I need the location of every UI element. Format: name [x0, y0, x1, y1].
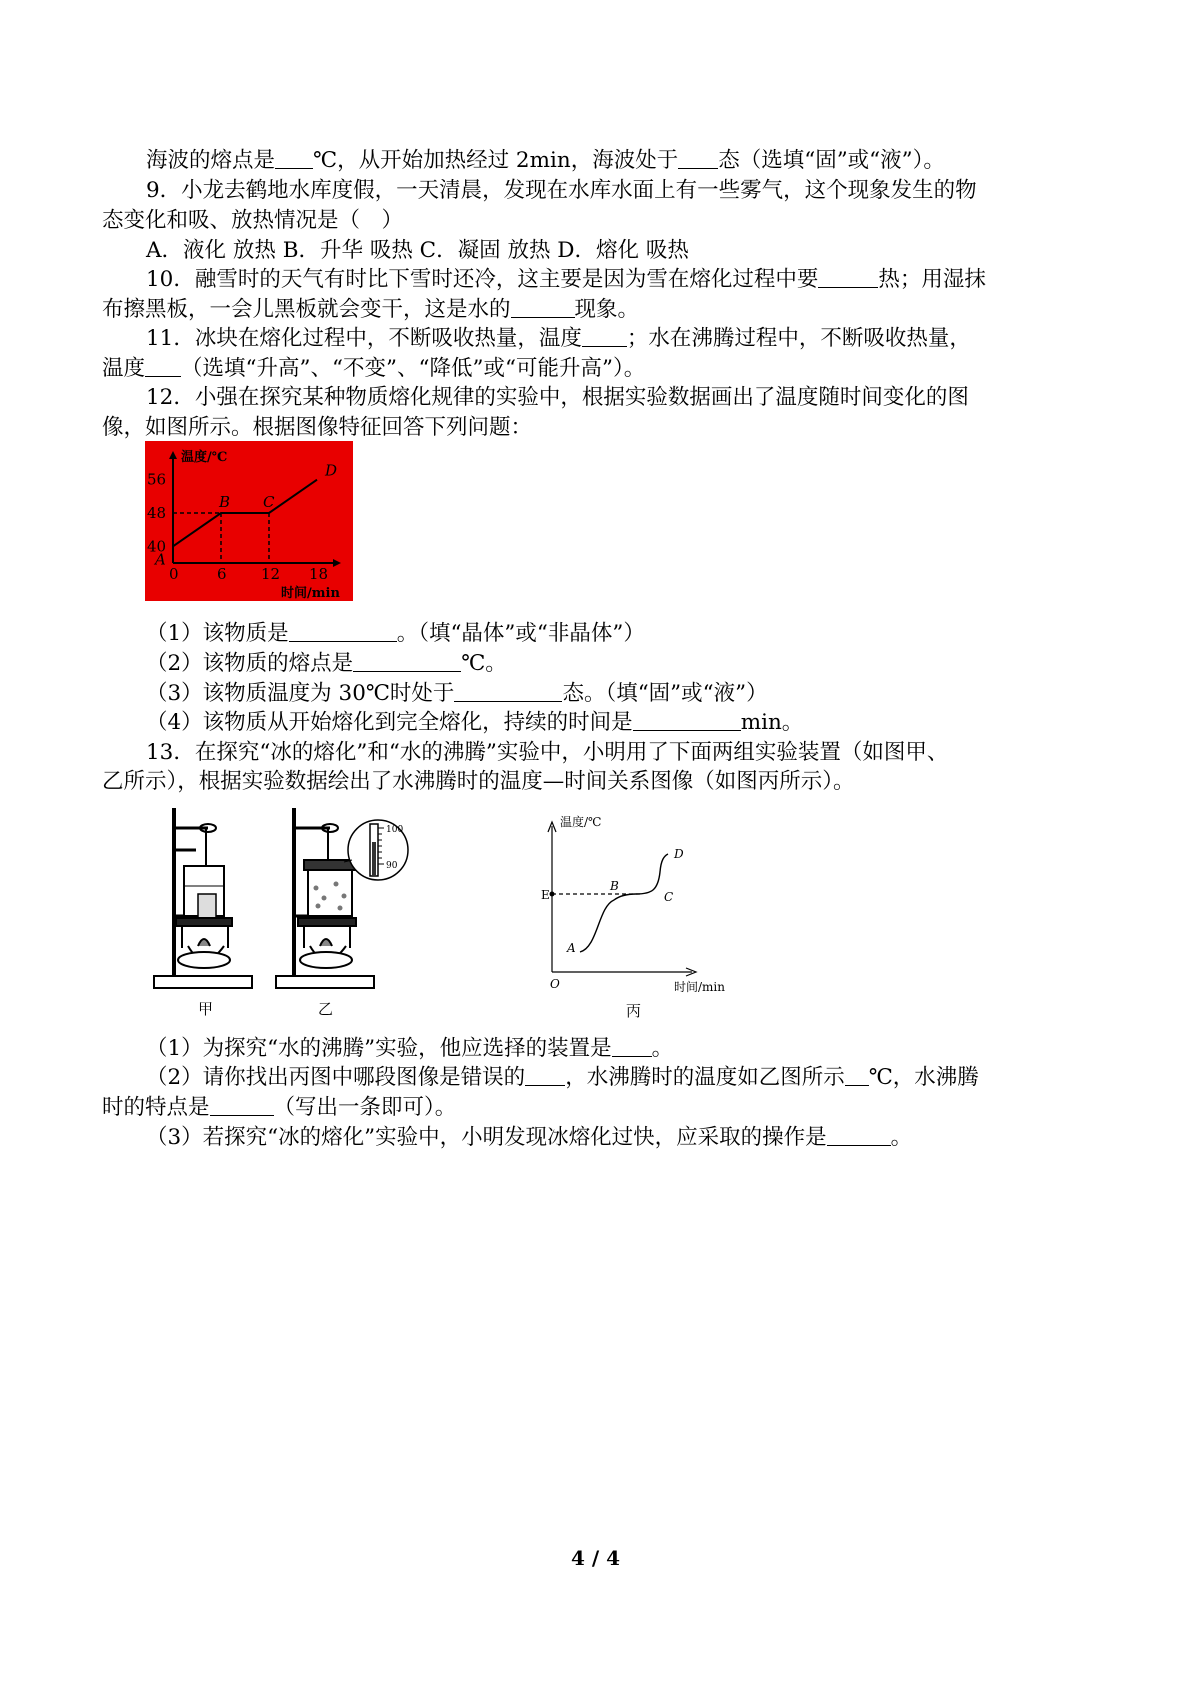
text-segment: 态变化和吸、放热情况是（ ） [102, 208, 404, 233]
text-line [146, 1124, 912, 1152]
text-segment: （2）请你找出丙图中哪段图像是错误的 [146, 1065, 526, 1090]
y-mark-label: E [541, 888, 550, 902]
text-line [102, 296, 639, 324]
temperature-curve [580, 854, 668, 952]
text-line [102, 768, 855, 796]
melting-chart [145, 441, 353, 601]
text-line [146, 266, 986, 294]
text-segment: min。 [740, 710, 804, 735]
origin-label: O [550, 977, 560, 991]
text-line [146, 739, 948, 767]
answer-blank[interactable] [289, 621, 397, 642]
answer-blank[interactable] [845, 1065, 869, 1086]
apparatus-figure [148, 798, 410, 1022]
answer-blank[interactable] [827, 1125, 891, 1146]
text-segment: 像，如图所示。根据图像特征回答下列问题： [102, 415, 533, 440]
text-line [102, 207, 403, 235]
apparatus-yi [276, 808, 408, 988]
text-line [146, 1064, 979, 1092]
x-tick-label: 12 [261, 565, 281, 583]
text-line [102, 355, 645, 383]
text-segment: ℃，水沸腾 [868, 1065, 979, 1090]
x-axis-label: 时间/min [674, 980, 725, 994]
text-segment: 海波的熔点是 [146, 148, 276, 173]
boiling-chart [540, 812, 740, 1024]
point-label: D [325, 461, 338, 480]
answer-blank[interactable] [275, 148, 313, 169]
answer-blank[interactable] [145, 356, 181, 377]
x-tick-label: 6 [217, 565, 227, 583]
text-line [146, 237, 689, 265]
figure-label-jia: 甲 [198, 1000, 214, 1018]
answer-blank[interactable] [454, 681, 562, 702]
text-segment: 乙所示），根据实验数据绘出了水沸腾时的温度—时间关系图像（如图丙所示）。 [102, 769, 855, 794]
text-line [146, 147, 945, 175]
text-line [146, 680, 768, 708]
y-tick-label: 40 [147, 537, 167, 556]
text-segment: （3）该物质温度为 30℃时处于 [146, 681, 455, 706]
text-segment: 。（填“晶体”或“非晶体”） [396, 621, 645, 646]
answer-blank[interactable] [210, 1095, 274, 1116]
point-label: C [263, 493, 275, 511]
answer-blank[interactable] [511, 297, 575, 318]
text-segment: （写出一条即可）。 [273, 1095, 457, 1120]
text-segment: ℃。 [461, 651, 507, 676]
text-segment: （1）为探究“水的沸腾”实验，他应选择的装置是 [146, 1036, 612, 1061]
point-label-d: D [674, 847, 684, 861]
point-label-c: C [664, 890, 674, 904]
text-segment: （1）该物质是 [146, 621, 289, 646]
text-line [146, 650, 507, 678]
x-axis-label: 时间/min [281, 586, 340, 601]
page-number: 4 / 4 [570, 1546, 621, 1570]
text-line [146, 384, 969, 412]
text-segment: ，水沸腾时的温度如乙图所示 [565, 1065, 845, 1090]
text-segment: （4）该物质从开始熔化到完全熔化，持续的时间是 [146, 710, 633, 735]
text-segment: 态。（填“固”或“液”） [562, 681, 768, 706]
text-segment: 12．小强在探究某种物质熔化规律的实验中，根据实验数据画出了温度随时间变化的图 [146, 385, 969, 410]
apparatus-jia [154, 808, 252, 988]
text-line [102, 414, 532, 442]
text-line [146, 1035, 673, 1063]
answer-blank[interactable] [633, 710, 741, 731]
text-line [146, 177, 977, 205]
text-segment: 布擦黑板，一会儿黑板就会变干，这是水的 [102, 297, 511, 322]
answer-blank[interactable] [678, 148, 718, 169]
text-segment: 。 [890, 1125, 913, 1150]
text-segment: 温度 [102, 356, 146, 381]
point-label: B [219, 493, 231, 511]
answer-blank[interactable] [818, 267, 878, 288]
thermometer-tick-label: 90 [386, 861, 398, 871]
answer-blank[interactable] [612, 1036, 652, 1057]
y-axis-label: 温度/℃ [181, 450, 228, 465]
text-segment: （选填“升高”、“不变”、“降低”或“可能升高”）。 [181, 356, 646, 381]
text-segment: 态（选填“固”或“液”）。 [718, 148, 945, 173]
text-segment: 10．融雪时的天气有时比下雪时还冷，这主要是因为雪在熔化过程中要 [146, 267, 819, 292]
text-line [146, 709, 803, 737]
figure-label-yi: 乙 [318, 1000, 334, 1018]
y-tick-label: 48 [147, 504, 167, 522]
figure-label-bing: 丙 [626, 1002, 642, 1020]
answer-blank[interactable] [353, 651, 461, 672]
text-line [102, 1094, 456, 1122]
x-tick-label: 0 [169, 565, 179, 583]
text-segment: （3）若探究“冰的熔化”实验中，小明发现冰熔化过快，应采取的操作是 [146, 1125, 827, 1150]
answer-blank[interactable] [582, 326, 627, 347]
y-axis-label: 温度/℃ [560, 815, 602, 829]
thermometer-tick-label: 100 [386, 825, 404, 835]
text-segment: ；水在沸腾过程中，不断吸收热量， [626, 326, 971, 351]
text-segment: 11．冰块在熔化过程中，不断吸收热量，温度 [146, 326, 582, 351]
text-line [146, 325, 971, 353]
y-tick-label: 56 [147, 470, 167, 489]
text-segment: （2）该物质的熔点是 [146, 651, 354, 676]
text-segment: A．液化 放热 B．升华 吸热 C．凝固 放热 D．熔化 吸热 [146, 238, 689, 263]
boiling-point-mark [550, 892, 555, 897]
answer-blank[interactable] [525, 1065, 565, 1086]
text-segment: 热；用湿抹 [878, 267, 986, 292]
x-tick-label: 18 [309, 565, 329, 583]
text-segment: 9．小龙去鹤地水库度假，一天清晨，发现在水库水面上有一些雾气，这个现象发生的物 [146, 178, 977, 203]
text-segment: ℃，从开始加热经过 2min，海波处于 [313, 148, 679, 173]
text-segment: 时的特点是 [102, 1095, 210, 1120]
point-label: A [155, 550, 166, 569]
text-segment: 13．在探究“冰的熔化”和“水的沸腾”实验中，小明用了下面两组实验装置（如图甲、 [146, 740, 949, 765]
point-label-b: B [610, 879, 619, 893]
text-line [146, 620, 645, 648]
text-segment: 。 [651, 1036, 674, 1061]
point-label-a: A [567, 941, 576, 955]
text-segment: 现象。 [574, 297, 640, 322]
